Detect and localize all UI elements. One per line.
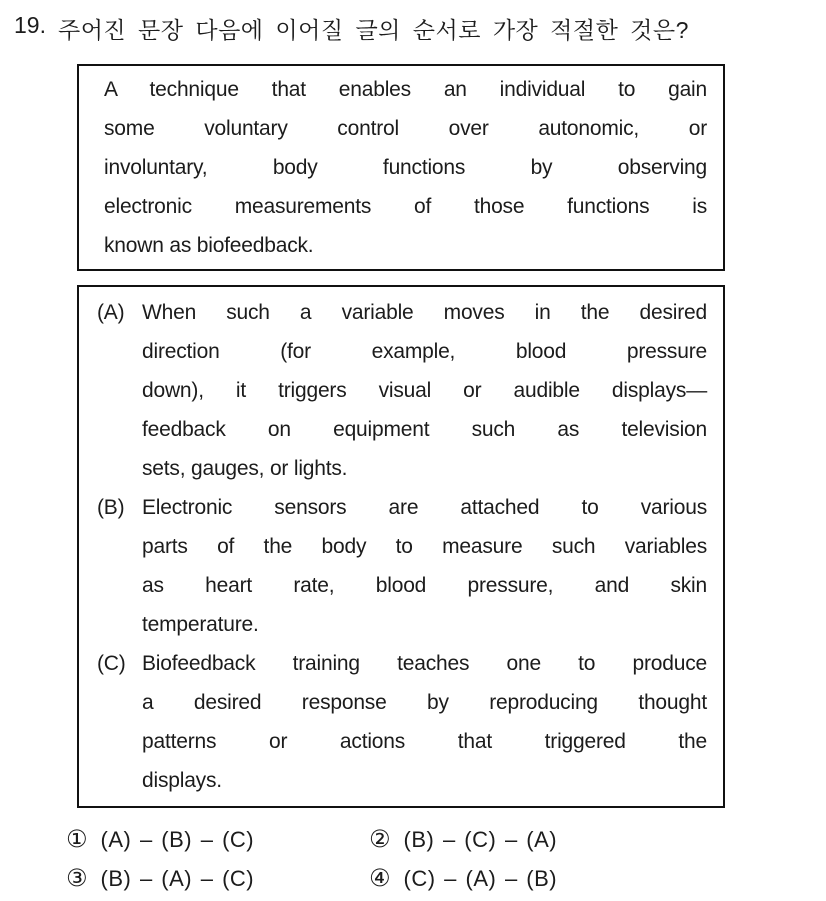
passage-line: feedback on equipment such as television — [142, 418, 707, 441]
passage-line: electronic measurements of those functions is — [104, 195, 707, 218]
question-text: 주어진 문장 다음에 이어질 글의 순서로 가장 적절한 것은? — [57, 17, 689, 43]
choice-4[interactable] — [369, 864, 826, 894]
choice-1-text: (A) – (B) – (C) — [100, 827, 255, 852]
passage-line: A technique that enables an individual to gain — [104, 78, 707, 101]
passage-line: temperature. — [142, 613, 259, 636]
choice-3[interactable] — [66, 864, 369, 894]
choice-2-circled-number: ② — [369, 826, 391, 853]
passage-line: direction (for example, blood pressure — [142, 340, 707, 363]
choice-4-text: (C) – (A) – (B) — [403, 866, 558, 891]
passage-line: known as biofeedback. — [104, 234, 314, 257]
answer-choices — [66, 825, 826, 894]
paragraph-label: (C) — [97, 652, 126, 675]
paragraph-A — [97, 293, 707, 488]
passage-line: some voluntary control over autonomic, or — [104, 117, 707, 140]
passage-line: as heart rate, blood pressure, and skin — [142, 574, 707, 597]
passage-line: When such a variable moves in the desired — [142, 301, 707, 324]
ordered-passages-box — [77, 285, 725, 808]
paragraph-lines — [142, 488, 707, 644]
choice-2[interactable] — [369, 825, 826, 855]
passage-line: Biofeedback training teaches one to produce — [142, 652, 707, 675]
paragraph-lines — [142, 293, 707, 488]
paragraph-lines — [142, 644, 707, 800]
choice-1[interactable] — [66, 825, 369, 855]
paragraph-C — [97, 644, 707, 800]
passage-line: patterns or actions that triggered the — [142, 730, 707, 753]
passage-line: a desired response by reproducing thought — [142, 691, 707, 714]
choice-3-circled-number: ③ — [66, 865, 88, 892]
choice-4-circled-number: ④ — [369, 865, 391, 892]
question-title — [14, 12, 826, 45]
question-number: 19. — [14, 12, 46, 38]
paragraph-B — [97, 488, 707, 644]
passage-line: down), it triggers visual or audible displays— — [142, 379, 707, 402]
passage-line: sets, gauges, or lights. — [142, 457, 348, 480]
paragraph-label: (B) — [97, 496, 125, 519]
passage-line: displays. — [142, 769, 222, 792]
paragraph-label: (A) — [97, 301, 125, 324]
passage-line: Electronic sensors are attached to various — [142, 496, 707, 519]
choice-2-text: (B) – (C) – (A) — [403, 827, 558, 852]
choice-3-text: (B) – (A) – (C) — [100, 866, 255, 891]
passage-line: involuntary, body functions by observing — [104, 156, 707, 179]
passage-line: parts of the body to measure such variables — [142, 535, 707, 558]
given-passage-box — [77, 64, 725, 271]
choice-1-circled-number: ① — [66, 826, 88, 853]
